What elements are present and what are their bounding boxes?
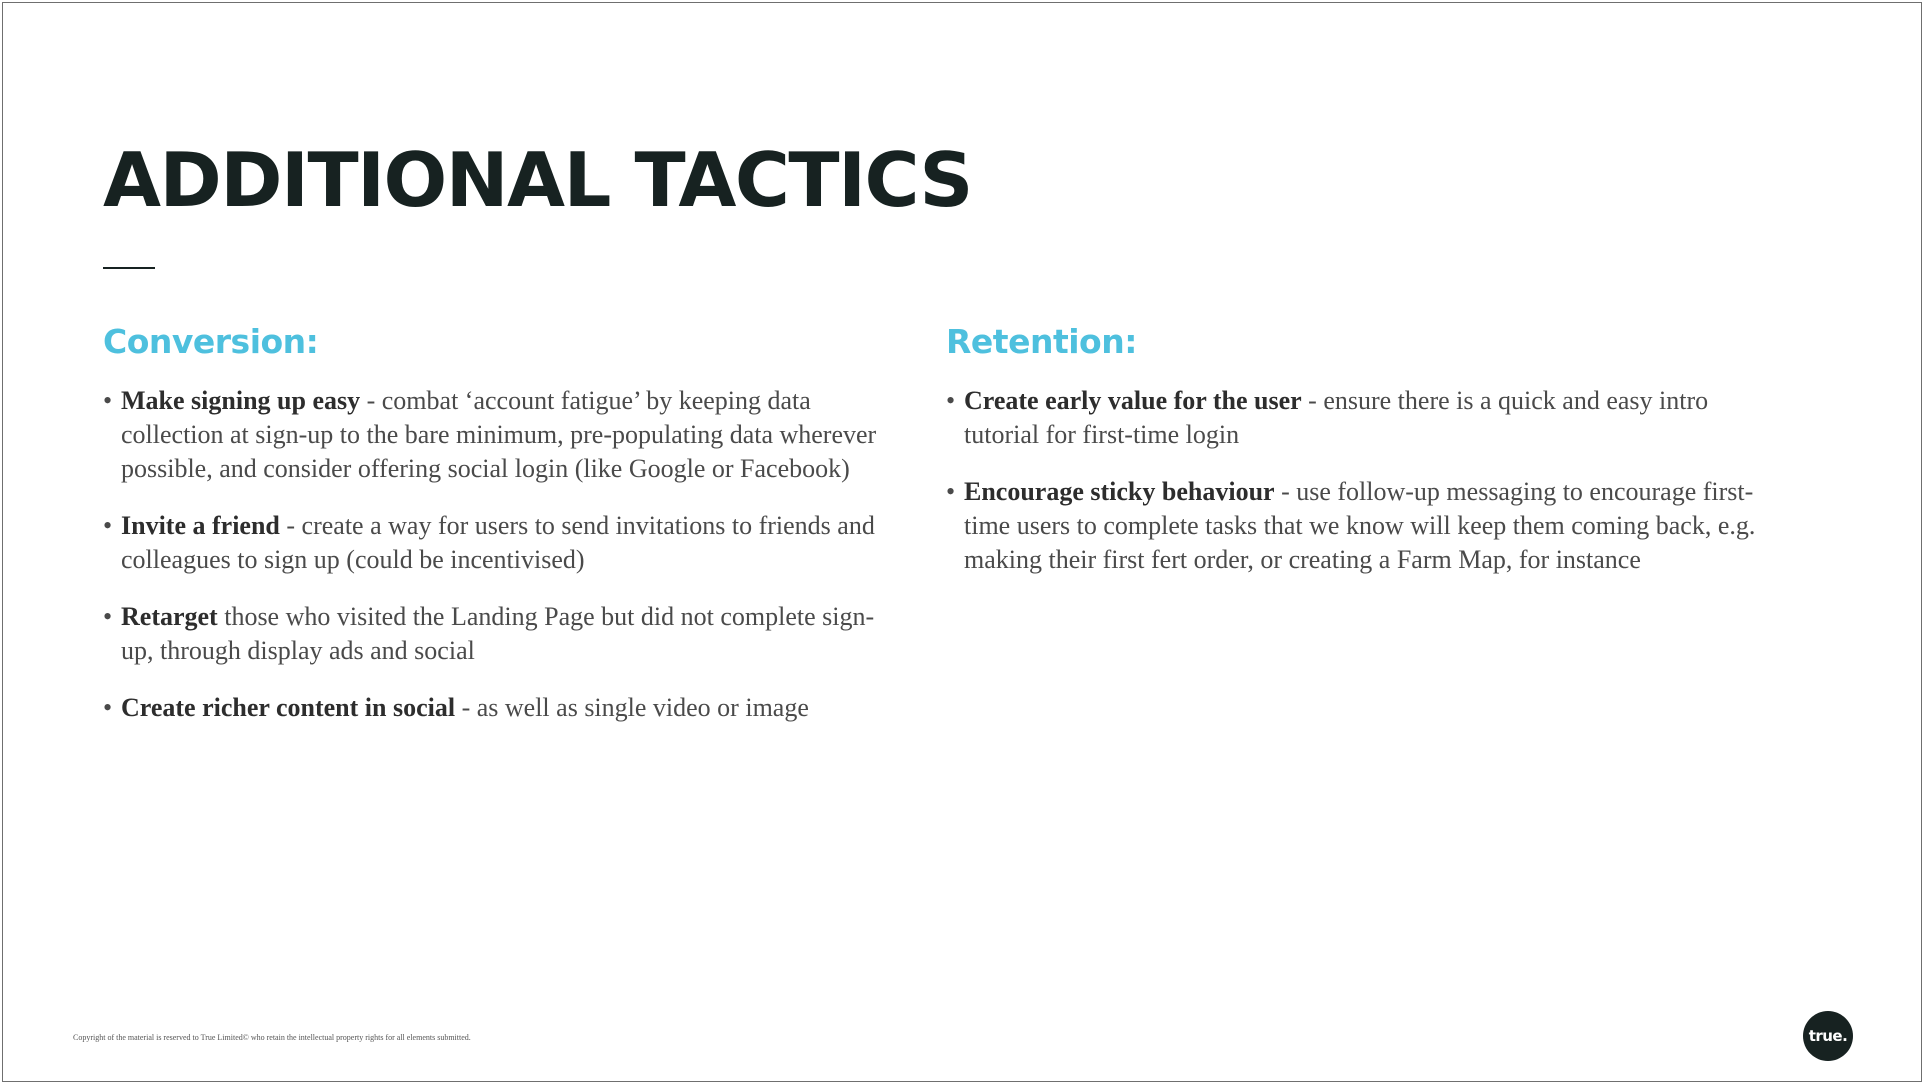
list-item	[103, 600, 893, 668]
logo-text: true.	[1808, 1027, 1848, 1045]
list-item	[946, 384, 1766, 452]
list-item	[946, 475, 1766, 577]
bullet-text: - as well as single video or image	[455, 693, 809, 722]
bullet-lead: Retarget	[121, 602, 218, 631]
conversion-list	[103, 384, 893, 725]
title-divider	[103, 267, 155, 269]
retention-column	[946, 319, 1766, 600]
bullet-text: - use follow-up messaging to encourage first-time users to complete tasks that we know will keep them coming back, e.g. making their first fert order, or creating a Farm Map, for instance	[964, 477, 1756, 574]
bullet-lead: Create early value for the user	[964, 386, 1302, 415]
copyright-notice: Copyright of the material is reserved to True Limited© who retain the intellectual property rights for all elements submitted.	[73, 1033, 471, 1042]
conversion-column	[103, 319, 893, 748]
retention-list	[946, 384, 1766, 577]
true-logo	[1803, 1011, 1853, 1061]
bullet-lead: Create richer content in social	[121, 693, 456, 722]
list-item	[103, 384, 893, 486]
bullet-lead: Invite a friend	[121, 511, 280, 540]
bullet-text: those who visited the Landing Page but did not complete sign-up, through display ads and social	[121, 602, 875, 665]
bullet-text: - combat ‘account fatigue’ by keeping data collection at sign-up to the bare minimum, pre-populating data wherever possible, and consider offering social login (like Google or Facebook)	[121, 386, 877, 483]
slide-title: ADDITIONAL TACTICS	[103, 136, 972, 224]
bullet-lead: Encourage sticky behaviour	[964, 477, 1275, 506]
bullet-text: - create a way for users to send invitations to friends and colleagues to sign up (could be incentivised)	[121, 511, 875, 574]
conversion-heading: Conversion:	[103, 322, 319, 361]
list-item	[103, 691, 893, 725]
retention-heading: Retention:	[946, 322, 1137, 361]
bullet-lead: Make signing up easy	[121, 386, 361, 415]
slide	[2, 2, 1922, 1082]
bullet-text: - ensure there is a quick and easy intro tutorial for first-time login	[964, 386, 1709, 449]
list-item	[103, 509, 893, 577]
